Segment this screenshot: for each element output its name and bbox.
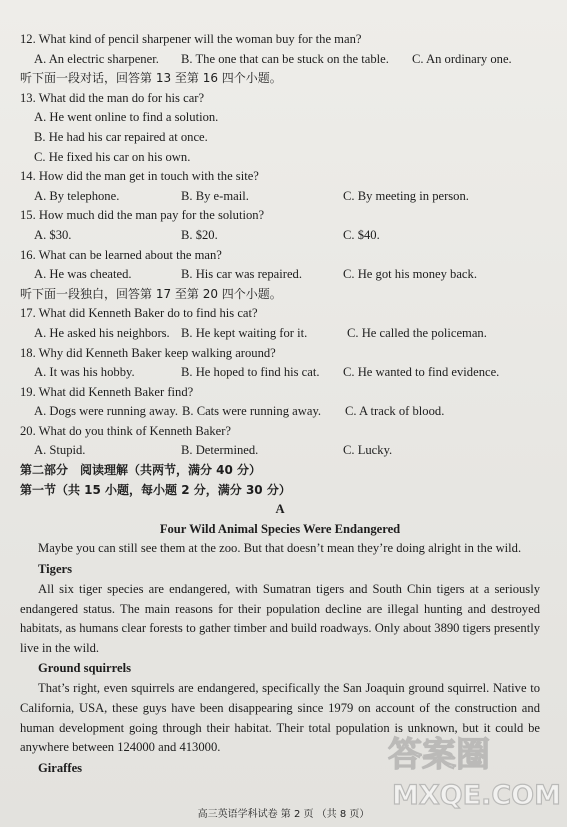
option-b: B. Determined. — [181, 443, 259, 458]
option-a: A. An electric sharpener. — [34, 51, 159, 66]
question-20-stem: 20. What do you think of Kenneth Baker? — [20, 423, 232, 438]
question-15-stem: 15. How much did the man pay for the solution? — [20, 208, 265, 223]
page-content — [20, 30, 540, 779]
option-b: B. $20. — [181, 227, 218, 242]
question-18-options — [20, 363, 540, 383]
watermark-logo — [384, 728, 561, 812]
watermark-logo-url: MXQE.COM — [392, 780, 561, 811]
option-b: B. He had his car repaired at once. — [34, 129, 208, 144]
option-c: C. $40. — [343, 227, 380, 242]
paragraph-ground-squirrels: That’s right, even squirrels are endangered, specifically the San Joaquin ground squirrel. Native to California, USA, these guys have been disappearing since 1979 on account of the construction and human development going through their habitat. Their total population is unknown, but it could be anywhere between 124000 and 413000. — [20, 681, 540, 755]
option-a: A. He was cheated. — [34, 267, 132, 282]
option-b: B. The one that can be stuck on the table. — [181, 51, 389, 66]
question-19-stem: 19. What did Kenneth Baker find? — [20, 384, 194, 399]
question-12-stem: 12. What kind of pencil sharpener will the woman buy for the man? — [20, 32, 362, 46]
option-a: A. He asked his neighbors. — [34, 325, 170, 340]
listening-instruction-2: 听下面一段独白，回答第 17 至第 20 四个小题。 — [20, 286, 282, 301]
passage-intro: Maybe you can still see them at the zoo. But that doesn’t mean they’re doing alright in the wild. — [38, 541, 522, 556]
heading-ground-squirrels: Ground squirrels — [38, 661, 131, 676]
question-17-stem: 17. What did Kenneth Baker do to find his cat? — [20, 306, 258, 321]
question-16-options — [20, 265, 540, 285]
option-c: C. He called the policeman. — [347, 325, 487, 340]
question-13-stem: 13. What did the man do for his car? — [20, 90, 205, 105]
listening-instruction-1: 听下面一段对话，回答第 13 至第 16 四个小题。 — [20, 71, 282, 86]
question-20-options — [20, 441, 540, 461]
heading-tigers: Tigers — [38, 562, 73, 577]
option-c: C. By meeting in person. — [343, 188, 469, 203]
option-c: C. He fixed his car on his own. — [34, 149, 191, 164]
heading-giraffes: Giraffes — [38, 760, 83, 775]
question-16-stem: 16. What can be learned about the man? — [20, 247, 222, 262]
option-b: B. He kept waiting for it. — [181, 325, 308, 340]
question-17-options — [20, 324, 540, 344]
option-a: A. He went online to find a solution. — [34, 110, 219, 125]
passage-letter: A — [275, 502, 285, 517]
option-b: B. By e-mail. — [181, 188, 249, 203]
question-15-options — [20, 226, 540, 246]
paragraph-tigers: All six tiger species are endangered, with Sumatran tigers and South Chin tigers at a seriously endangered status. The main reasons for their population decline are illegal hunting and destroyed habitats, as humans clear forests to gather timber and build roadways. Only about 3890 tigers presently live in the wild. — [20, 582, 540, 655]
option-b: B. He hoped to find his cat. — [181, 365, 320, 380]
option-c: C. Lucky. — [343, 443, 393, 458]
section-one-title: 第一节（共 15 小题，每小题 2 分，满分 30 分） — [20, 482, 291, 497]
option-a: A. Dogs were running away. — [34, 404, 178, 419]
watermark-logo-text: 答案圈 — [388, 735, 490, 775]
option-c: C. A track of blood. — [345, 404, 445, 419]
part-two-title: 第二部分 阅读理解（共两节，满分 40 分） — [20, 463, 262, 478]
option-a: A. By telephone. — [34, 188, 120, 203]
question-18-stem: 18. Why did Kenneth Baker keep walking around? — [20, 345, 276, 360]
option-b: B. Cats were running away. — [182, 404, 322, 419]
option-a: A. $30. — [34, 227, 72, 242]
option-c: C. He got his money back. — [343, 267, 477, 282]
option-c: C. An ordinary one. — [412, 51, 512, 66]
passage-title: Four Wild Animal Species Were Endangered — [159, 521, 401, 536]
question-14-stem: 14. How did the man get in touch with the site? — [20, 169, 259, 184]
question-14-options — [20, 187, 540, 207]
option-a: A. It was his hobby. — [34, 365, 135, 380]
option-b: B. His car was repaired. — [181, 267, 302, 282]
question-12-options — [20, 50, 540, 70]
option-a: A. Stupid. — [34, 443, 86, 458]
page-footer: 高三英语学科试卷 第 2 页 （共 8 页） — [197, 809, 370, 820]
option-c: C. He wanted to find evidence. — [343, 365, 500, 380]
question-19-options — [20, 402, 540, 422]
